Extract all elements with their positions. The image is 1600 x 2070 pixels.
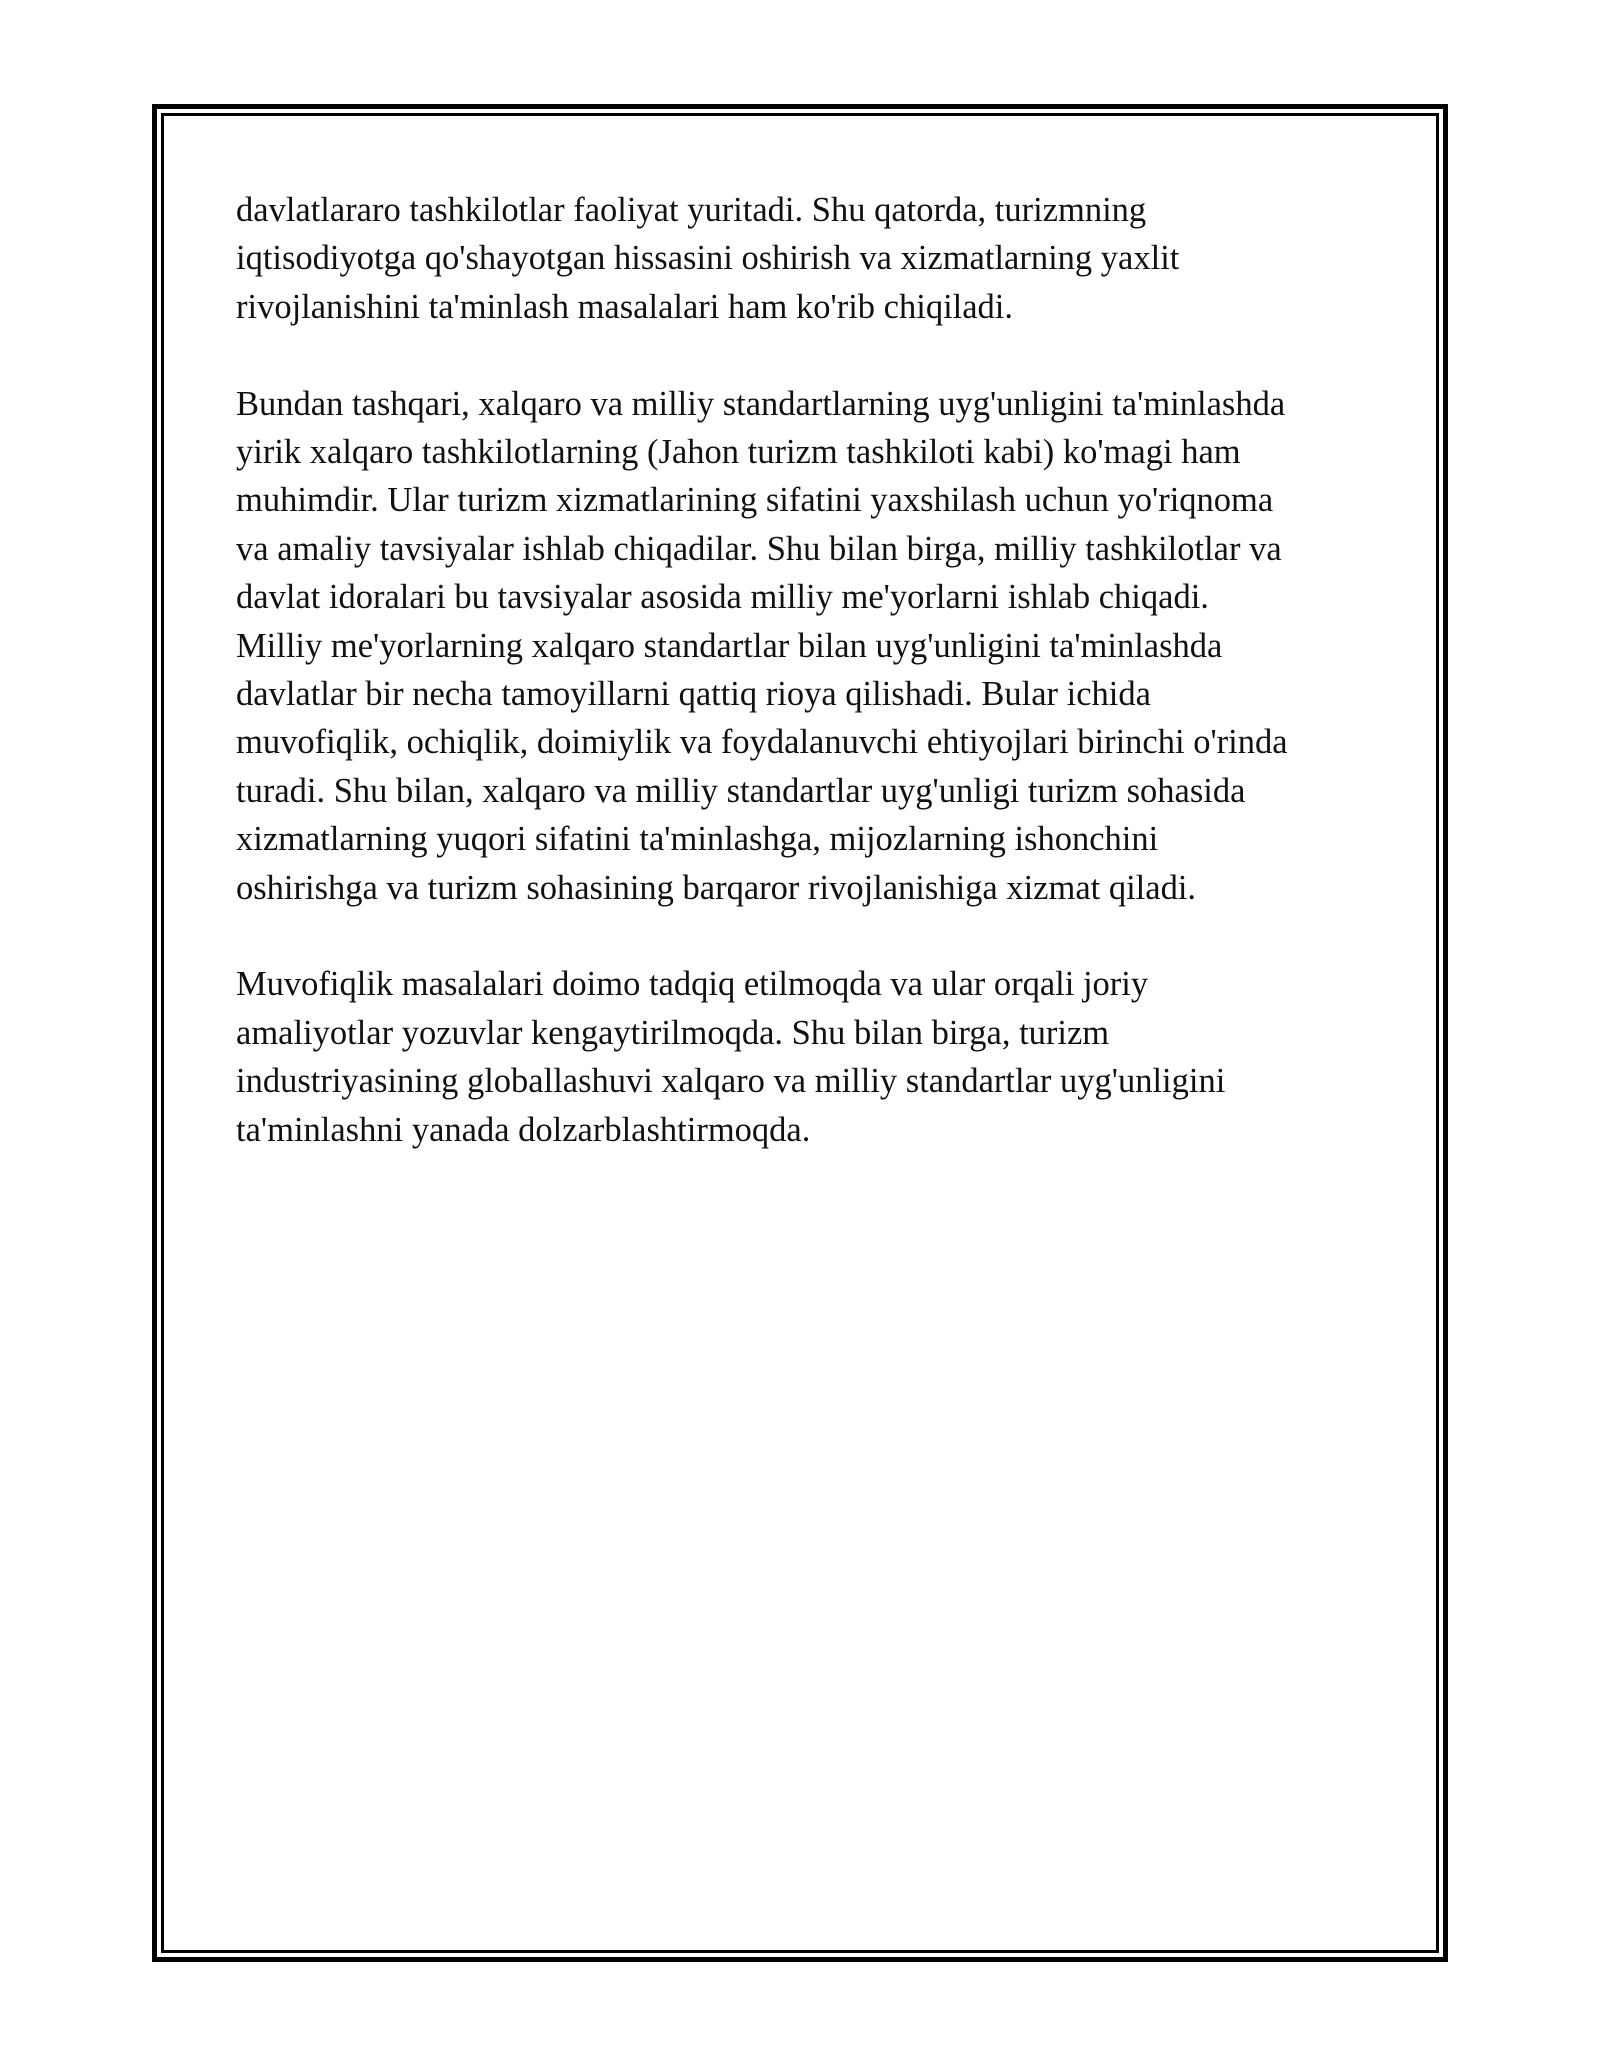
- text-line: oshirishga va turizm sohasining barqaror rivojlanishiga xizmat qiladi.: [236, 868, 1197, 907]
- text-line: davlat idoralari bu tavsiyalar asosida milliy me'yorlarni ishlab chiqadi.: [236, 578, 1209, 617]
- text-line: xizmatlarning yuqori sifatini ta'minlashga, mijozlarning ishonchini: [236, 820, 1159, 859]
- text-line: davlatlar bir necha tamoyillarni qattiq rioya qilishadi. Bular ichida: [236, 675, 1151, 714]
- paragraph-2: [236, 380, 1366, 912]
- text-line: Muvofiqlik masalalari doimo tadqiq etilmoqda va ular orqali joriy: [236, 965, 1149, 1004]
- paragraph-1: [236, 186, 1366, 331]
- text-line: ta'minlashni yanada dolzarblashtirmoqda.: [236, 1110, 811, 1149]
- document-body: [236, 186, 1366, 1202]
- text-line: industriyasining globallashuvi xalqaro va milliy standartlar uyg'unligini: [236, 1062, 1226, 1101]
- text-line: turadi. Shu bilan, xalqaro va milliy standartlar uyg'unligi turizm sohasida: [236, 771, 1246, 810]
- text-line: rivojlanishini ta'minlash masalalari ham ko'rib chiqiladi.: [236, 287, 1014, 326]
- text-line: muvofiqlik, ochiqlik, doimiylik va foydalanuvchi ehtiyojlari birinchi o'rinda: [236, 723, 1288, 762]
- text-line: va amaliy tavsiyalar ishlab chiqadilar. Shu bilan birga, milliy tashkilotlar va: [236, 529, 1282, 568]
- text-line: Milliy me'yorlarning xalqaro standartlar bilan uyg'unligini ta'minlashda: [236, 626, 1223, 665]
- text-line: iqtisodiyotga qo'shayotgan hissasini oshirish va xizmatlarning yaxlit: [236, 239, 1180, 278]
- text-line: muhimdir. Ular turizm xizmatlarining sifatini yaxshilash uchun yo'riqnoma: [236, 481, 1274, 520]
- text-line: amaliyotlar yozuvlar kengaytirilmoqda. Shu bilan birga, turizm: [236, 1013, 1110, 1052]
- text-line: Bundan tashqari, xalqaro va milliy standartlarning uyg'unligini ta'minlashda: [236, 384, 1286, 423]
- text-line: yirik xalqaro tashkilotlarning (Jahon turizm tashkiloti kabi) ko'magi ham: [236, 433, 1241, 472]
- text-line: davlatlararo tashkilotlar faoliyat yuritadi. Shu qatorda, turizmning: [236, 191, 1147, 229]
- paragraph-3: [236, 960, 1366, 1154]
